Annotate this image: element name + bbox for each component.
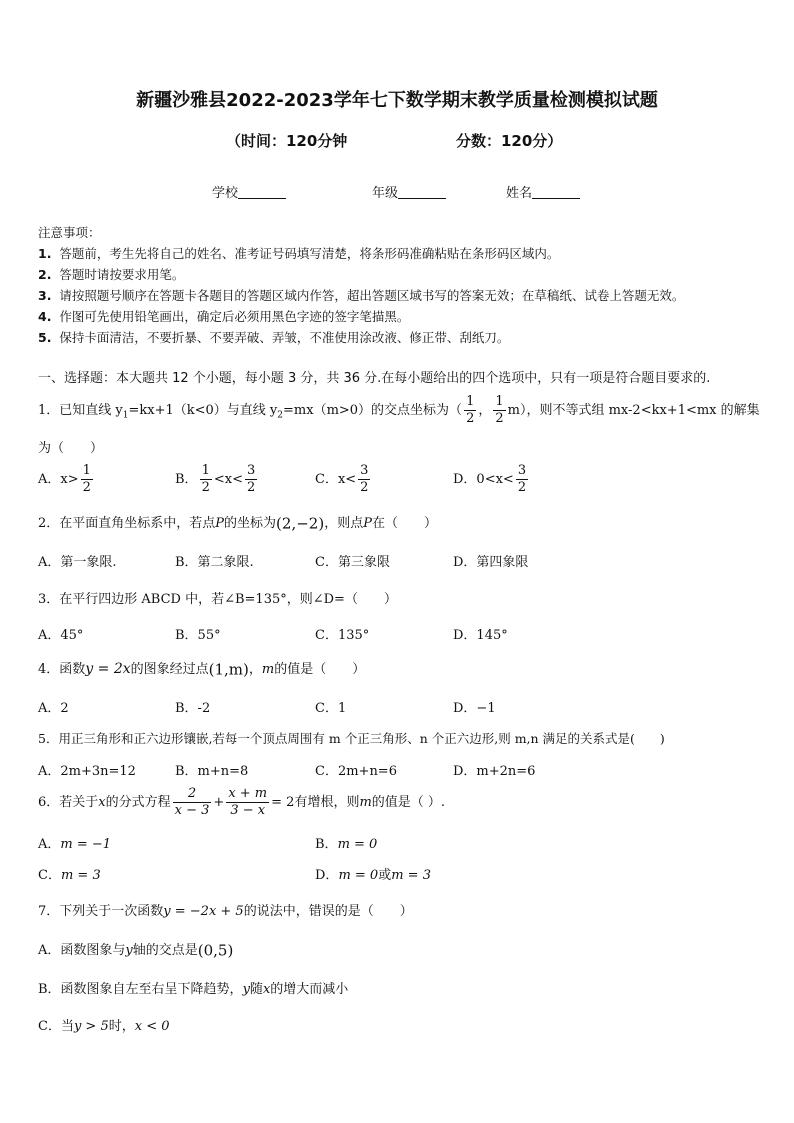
option-b[interactable]: B．第二象限. [175, 555, 254, 570]
question-7: 7．下列关于一次函数y = −2x + 5的说法中，错误的是（ ） [38, 904, 413, 919]
note-item: 4. 作图可先使用铅笔画出，确定后必须用黑色字迹的签字笔描黑。 [38, 309, 410, 324]
option-a[interactable]: A．函数图象与y轴的交点是(0,5) [38, 941, 234, 960]
question-2: 2．在平面直角坐标系中，若点P的坐标为(2,−2)，则点P在（ ） [38, 514, 437, 533]
option-a[interactable]: A．第一象限. [38, 555, 117, 570]
fraction: $\frac{1}{2}$ [466, 394, 475, 426]
score-label: 分数：120分） [456, 132, 563, 150]
option-a[interactable]: A．m = −1 [38, 837, 112, 852]
option-b[interactable]: B． $\frac{1}{2}$ <x< $\frac{3}{2}$ [175, 463, 256, 495]
question-1: 1．已知直线 $y_1=kx+1(k<0)$与直线 $y_2=mx(m>0)$的交点坐标为（ $\frac{1}{2}$ ， $\frac{1}{2}$ m），则不等式组 mx-2<kx+1<mx 的解集 [38, 394, 760, 426]
option-c[interactable]: C．第三象限 [315, 555, 390, 570]
school-blank[interactable] [238, 185, 286, 199]
note-item: 2. 答题时请按要求用笔。 [38, 267, 185, 282]
option-c[interactable]: C．x< $\frac{3}{2}$ [315, 463, 369, 495]
notes-heading: 注意事项： [38, 225, 101, 240]
option-c[interactable]: C．当y > 5时，x < 0 [38, 1019, 170, 1034]
option-a[interactable]: A．x> $\frac{1}{2}$ [38, 463, 91, 495]
fraction: $\frac{1}{2}$ [495, 394, 504, 426]
question-4: 4．函数y = 2x的图象经过点(1,m)，m的值是（ ） [38, 660, 366, 679]
option-d[interactable]: D．−1 [453, 701, 496, 716]
time-label: （时间：120分钟 [226, 132, 348, 150]
name-label: 姓名 [506, 186, 533, 201]
option-b[interactable]: B．函数图象自左至右呈下降趋势，y随x的增大而减小 [38, 982, 349, 997]
option-d[interactable]: D．第四象限 [453, 555, 529, 570]
option-b[interactable]: B．-2 [175, 701, 211, 716]
option-a[interactable]: A．45° [38, 628, 84, 643]
section-heading: 一、选择题：本大题共 12 个小题，每小题 3 分，共 36 分.在每小题给出的四个选项中，只有一项是符合题目要求的. [38, 371, 711, 386]
note-item: 1. 答题前，考生先将自己的姓名、准考证号码填写清楚，将条形码准确粘贴在条形码区域内。 [38, 246, 560, 261]
option-b[interactable]: B．55° [175, 628, 221, 643]
name-field[interactable] [506, 182, 580, 201]
grade-field[interactable] [372, 182, 446, 201]
notes-section [38, 222, 684, 348]
option-a[interactable]: A．2m+3n=12 [38, 764, 136, 779]
option-d[interactable]: D．m+2n=6 [453, 764, 536, 779]
fraction: $\frac{x + m}{3 - x}$ [228, 786, 268, 818]
option-c[interactable]: C．m = 3 [38, 868, 101, 883]
school-label: 学校 [212, 186, 239, 201]
question-3: 3．在平行四边形 ABCD 中，若∠B=135°，则∠D=（ ） [38, 592, 397, 607]
option-b[interactable]: B．m+n=8 [175, 764, 249, 779]
note-item: 5. 保持卡面清洁，不要折暴、不要弄破、弄皱，不准使用涂改液、修正带、刮纸刀。 [38, 330, 510, 345]
school-field[interactable] [212, 182, 286, 201]
question-6: 6．若关于x的分式方程 $\frac{2}{x - 3}$ + $\frac{x + m}{3 - x}$ = 2有增根，则m的值是（ ）. [38, 786, 446, 818]
fraction: $\frac{2}{x - 3}$ [174, 786, 210, 818]
question-1-line2: 为（ ） [38, 441, 104, 456]
name-blank[interactable] [532, 185, 580, 199]
grade-label: 年级 [372, 186, 399, 201]
option-c[interactable]: C．2m+n=6 [315, 764, 397, 779]
exam-title: 新疆沙雅县2022-2023学年七下数学期末教学质量检测模拟试题 [136, 90, 658, 111]
option-b[interactable]: B．m = 0 [315, 837, 378, 852]
note-item: 3. 请按照题号顺序在答题卡各题目的答题区域内作答，超出答题区域书写的答案无效；在草稿纸、试卷上答题无效。 [38, 288, 685, 303]
option-d[interactable]: D．0<x< $\frac{3}{2}$ [453, 463, 527, 495]
option-d[interactable]: D．m = 0或m = 3 [315, 868, 431, 883]
question-5: 5．用正三角形和正六边形镶嵌,若每一个顶点周围有 m 个正三角形、n 个正六边形,则 m,n 满足的关系式是( ) [38, 731, 665, 746]
grade-blank[interactable] [398, 185, 446, 199]
option-d[interactable]: D．145° [453, 628, 508, 643]
option-a[interactable]: A．2 [38, 701, 69, 716]
option-c[interactable]: C．135° [315, 628, 370, 643]
option-c[interactable]: C．1 [315, 701, 347, 716]
